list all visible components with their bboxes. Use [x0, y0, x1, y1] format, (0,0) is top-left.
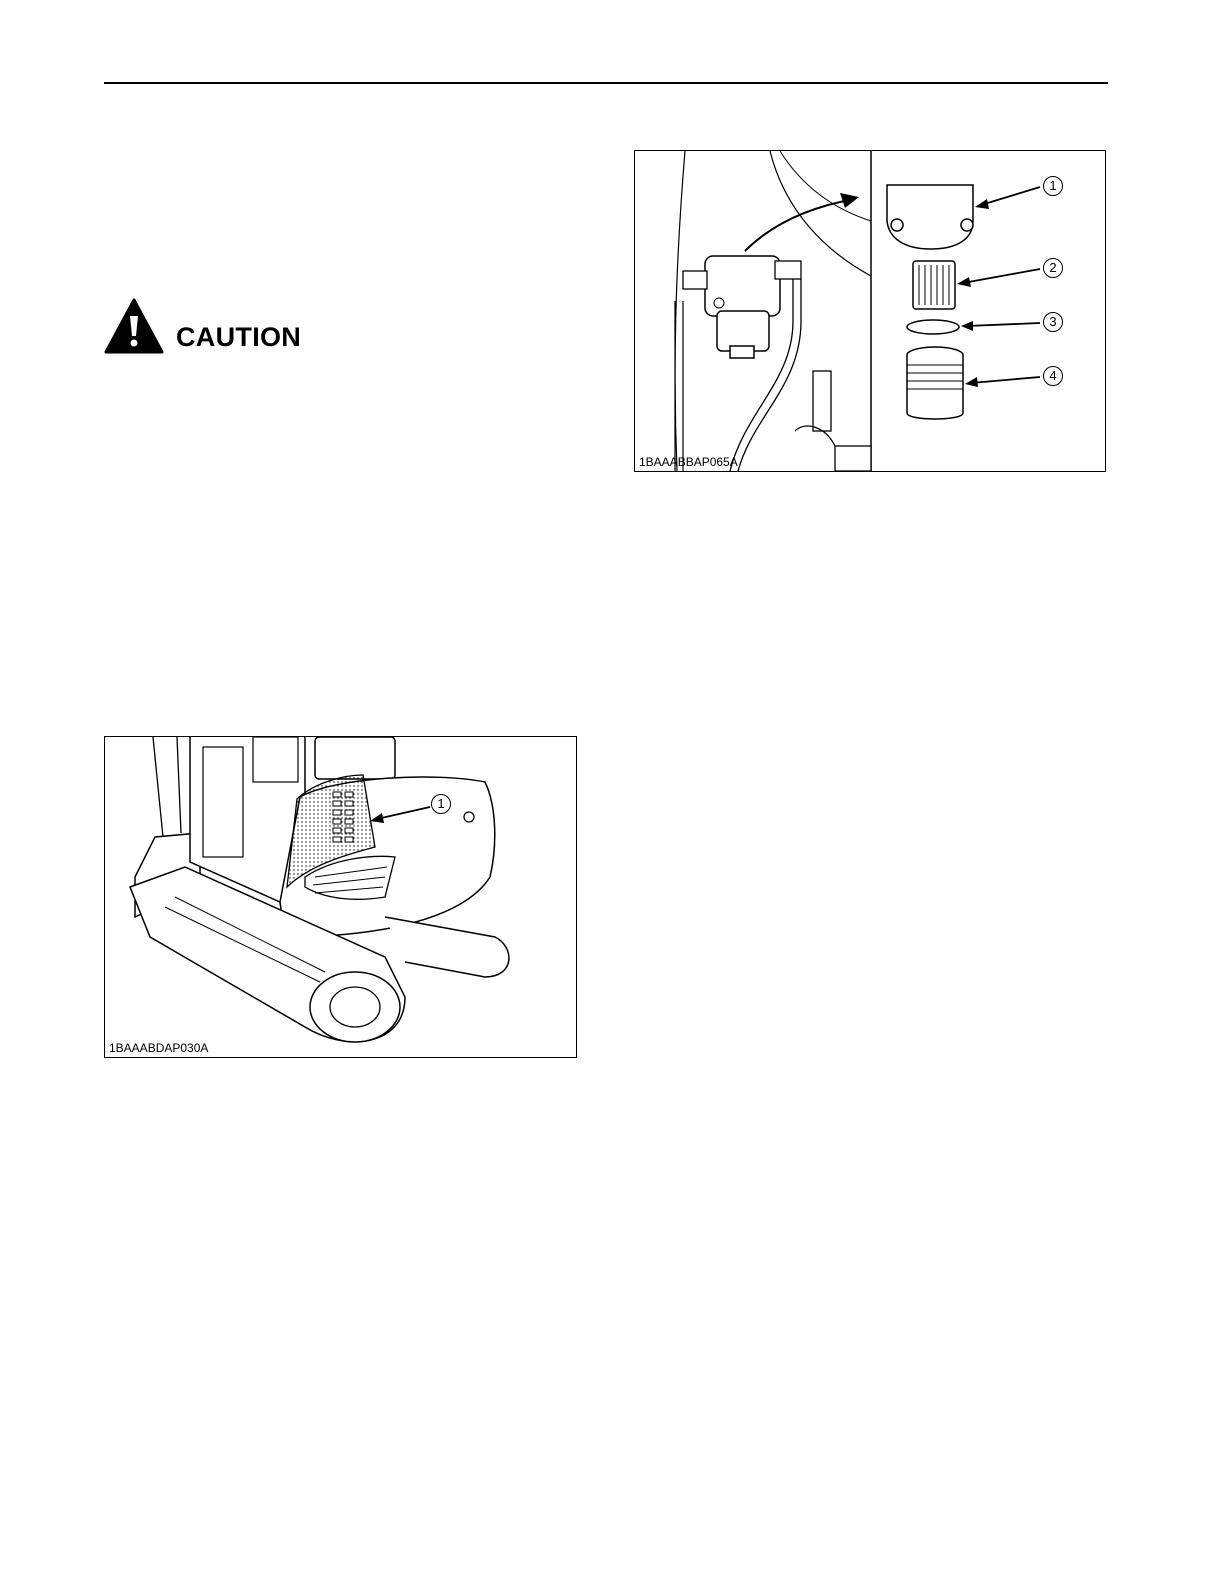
header-rule [104, 82, 1108, 84]
caution-label: CAUTION [176, 322, 302, 352]
figure-filter [634, 150, 1106, 472]
callout-3: 3 [1043, 312, 1063, 332]
callout-1: 1 [1043, 176, 1063, 196]
excavator-illustration [105, 737, 576, 1057]
caution-block [104, 298, 364, 358]
callout-1: 1 [431, 794, 451, 814]
figure-excavator [104, 736, 577, 1058]
callout-4: 4 [1043, 366, 1063, 386]
warning-triangle-icon [104, 298, 164, 354]
figure-code: 1BAAABBAP065A [639, 455, 738, 469]
filter-illustration [635, 151, 1105, 471]
figure-code: 1BAAABDAP030A [109, 1041, 209, 1055]
callout-2: 2 [1043, 258, 1063, 278]
